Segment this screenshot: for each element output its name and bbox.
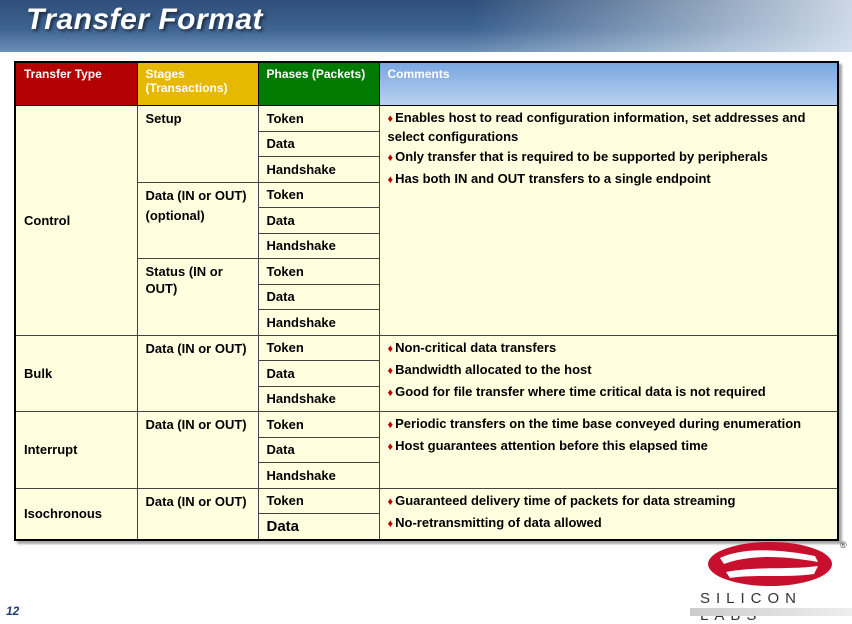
phase-data: Data — [258, 131, 379, 157]
phase-token: Token — [258, 488, 379, 514]
list-item — [388, 109, 830, 145]
diamond-bullet-icon: ♦ — [387, 174, 394, 186]
table-row — [15, 106, 838, 132]
header-stages: Stages (Transactions) — [137, 62, 258, 106]
phase-handshake: Handshake — [258, 386, 379, 412]
phase-data: Data — [258, 361, 379, 387]
comments-isochronous — [379, 488, 838, 540]
list-item — [388, 415, 830, 434]
stage-isochronous: Data (IN or OUT) — [137, 488, 258, 540]
list-item — [388, 492, 830, 511]
diamond-bullet-icon: ♦ — [387, 495, 394, 508]
comment-text: Periodic transfers on the time base conveyed during enumeration — [395, 416, 802, 431]
comment-text: No-retransmitting of data allowed — [395, 514, 602, 530]
diamond-bullet-icon: ♦ — [387, 386, 394, 399]
table-row — [15, 412, 838, 438]
stage-setup: Setup — [137, 106, 258, 183]
comments-bulk — [379, 335, 838, 412]
logo-underline — [690, 608, 852, 616]
list-item — [388, 437, 830, 456]
stage-bulk: Data (IN or OUT) — [137, 335, 258, 412]
transfer-format-table — [14, 61, 839, 541]
phase-handshake: Handshake — [258, 463, 379, 489]
phase-token: Token — [258, 259, 379, 285]
diamond-bullet-icon: ♦ — [387, 152, 394, 164]
transfer-type-bulk: Bulk — [15, 335, 137, 412]
logo-wordmark: SILICON — [700, 590, 803, 607]
comment-text: Non-critical data transfers — [395, 339, 557, 355]
comment-text: Only transfer that is required to be supported by peripherals — [395, 149, 768, 164]
phase-token: Token — [258, 412, 379, 438]
phase-token: Token — [258, 335, 379, 361]
phase-handshake: Handshake — [258, 310, 379, 336]
comments-interrupt — [379, 412, 838, 489]
comment-text: Good for file transfer where time critical data is not required — [395, 383, 766, 399]
phase-token: Token — [258, 182, 379, 208]
registered-mark: ® — [840, 540, 847, 550]
stage-data-label: Data (IN or OUT) — [145, 187, 247, 203]
header-comments: Comments — [379, 62, 838, 106]
table-header-row — [15, 62, 838, 106]
header-phases: Phases (Packets) — [258, 62, 379, 106]
list-item — [388, 339, 830, 358]
list-item — [388, 383, 830, 402]
transfer-type-isochronous: Isochronous — [15, 488, 137, 540]
stage-data-optional — [137, 182, 258, 259]
list-item — [388, 514, 830, 533]
comment-text: Enables host to read configuration information, set addresses and select configurations — [387, 110, 806, 144]
diamond-bullet-icon: ♦ — [387, 517, 394, 530]
stage-optional-label: (optional) — [145, 207, 205, 223]
phase-data: Data — [258, 284, 379, 310]
header-transfer-type: Transfer Type — [15, 62, 137, 106]
diamond-bullet-icon: ♦ — [387, 419, 394, 431]
phase-handshake: Handshake — [258, 157, 379, 183]
comment-text: Host guarantees attention before this elapsed time — [395, 438, 708, 453]
title-bar-fade — [472, 0, 852, 52]
title-bar — [0, 0, 852, 52]
comment-text: Has both IN and OUT transfers to a single endpoint — [395, 171, 711, 186]
phase-handshake: Handshake — [258, 233, 379, 259]
table-row — [15, 488, 838, 514]
page-number: 12 — [6, 604, 20, 618]
slide-title: Transfer Format — [26, 3, 264, 36]
phase-data: Data — [258, 437, 379, 463]
diamond-bullet-icon: ♦ — [387, 342, 394, 355]
comments-control — [379, 106, 838, 336]
transfer-type-interrupt: Interrupt — [15, 412, 137, 489]
table-row — [15, 335, 838, 361]
diamond-bullet-icon: ♦ — [387, 441, 394, 453]
list-item — [388, 170, 830, 189]
phase-data: Data — [258, 208, 379, 234]
stage-status: Status (IN or OUT) — [137, 259, 258, 336]
diamond-bullet-icon: ♦ — [387, 364, 394, 377]
phase-data: Data — [258, 514, 379, 540]
transfer-type-control: Control — [15, 106, 137, 336]
phase-token: Token — [258, 106, 379, 132]
comment-text: Guaranteed delivery time of packets for data streaming — [395, 492, 736, 508]
list-item — [388, 361, 830, 380]
diamond-bullet-icon: ♦ — [387, 113, 394, 125]
comment-text: Bandwidth allocated to the host — [395, 361, 592, 377]
list-item — [388, 148, 830, 167]
stage-interrupt: Data (IN or OUT) — [137, 412, 258, 489]
